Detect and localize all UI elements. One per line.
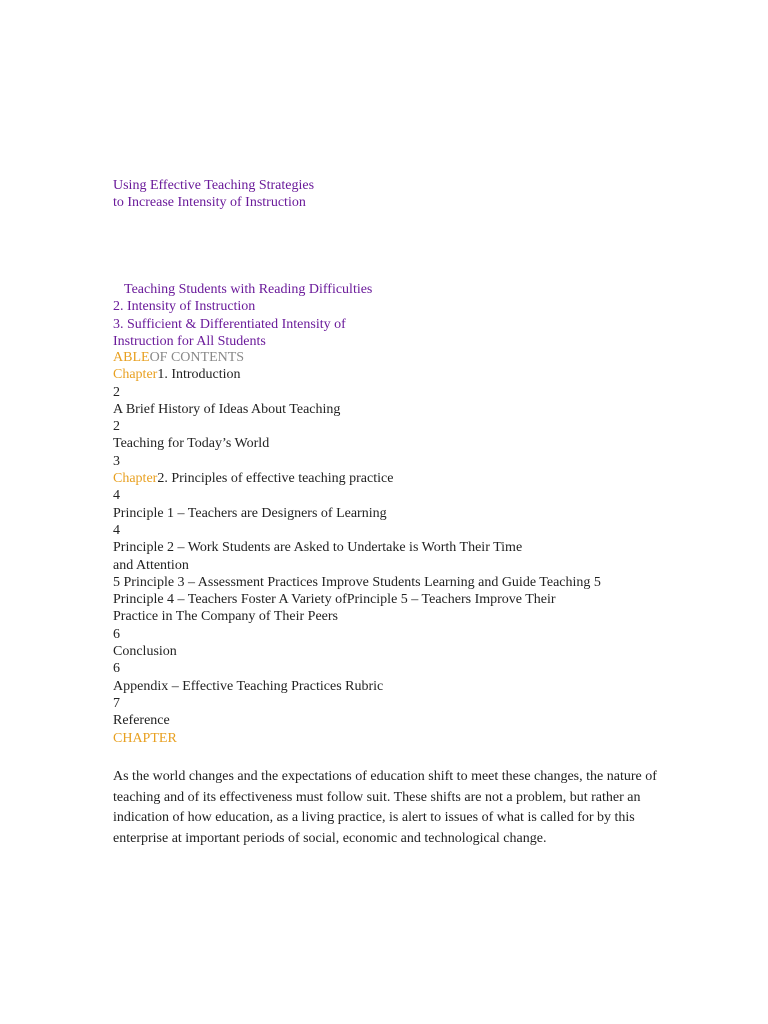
toc-entry: 7 xyxy=(113,695,120,711)
toc-entry: 4 xyxy=(113,488,120,504)
toc-entry xyxy=(113,366,658,383)
chapter-heading: CHAPTER xyxy=(113,730,177,746)
toc-heading-accent: ABLE xyxy=(113,350,150,365)
toc-entry-text: 1. Introduction xyxy=(157,367,241,383)
intro-paragraph: As the world changes and the expectations of education shift to meet these changes, the nature of teaching and of its effectiveness must follow suit. These shifts are not a problem, but rather an indication of how education, as a living practice, is alert to issues of what is called for by this enterprise at important periods of social, economic and technological change. xyxy=(113,769,657,846)
toc-entry: Principle 4 – Teachers Foster A Variety ofPrinciple 5 – Teachers Improve Their xyxy=(113,592,556,608)
toc-entry-text: 2. Principles of effective teaching practice xyxy=(157,471,394,487)
section-list xyxy=(113,281,658,350)
toc-entry: and Attention xyxy=(113,557,189,573)
toc-entry: 6 xyxy=(113,661,120,677)
toc-entry: 4 xyxy=(113,522,120,538)
section-item-differentiated-line-2: Instruction for All Students xyxy=(113,333,266,349)
toc-entry: 5 Principle 3 – Assessment Practices Improve Students Learning and Guide Teaching 5 xyxy=(113,574,601,590)
toc-entry: Principle 2 – Work Students are Asked to Undertake is Worth Their Time xyxy=(113,540,523,556)
toc-entry: Appendix – Effective Teaching Practices Rubric xyxy=(113,678,384,694)
toc-heading xyxy=(113,349,658,366)
toc-entry-prefix: Chapter xyxy=(113,367,158,383)
toc-entry: Practice in The Company of Their Peers xyxy=(113,609,338,625)
toc-entry-prefix: Chapter xyxy=(113,471,158,487)
section-item-reading-difficulties: Teaching Students with Reading Difficulties xyxy=(124,282,373,297)
toc-entry xyxy=(113,470,658,487)
toc-entry: Conclusion xyxy=(113,644,177,660)
toc-entry: Principle 1 – Teachers are Designers of Learning xyxy=(113,505,387,521)
section-item-differentiated-line-1: 3. Sufficient & Differentiated Intensity of xyxy=(113,316,346,332)
toc-entry: A Brief History of Ideas About Teaching xyxy=(113,401,341,417)
toc-entry: Reference xyxy=(113,713,170,729)
title-line-1: Using Effective Teaching Strategies xyxy=(113,178,315,193)
toc-entry: 6 xyxy=(113,626,120,642)
document-title xyxy=(113,177,658,211)
section-item-intensity: 2. Intensity of Instruction xyxy=(113,299,256,315)
toc-entry: 2 xyxy=(113,419,120,435)
title-line-2: to Increase Intensity of Instruction xyxy=(113,195,306,210)
toc-entry: 3 xyxy=(113,453,120,469)
toc-entry: Teaching for Today’s World xyxy=(113,436,270,452)
toc-heading-rest: OF CONTENTS xyxy=(149,350,245,365)
table-of-contents xyxy=(113,349,658,747)
toc-entry: 2 xyxy=(113,384,120,400)
